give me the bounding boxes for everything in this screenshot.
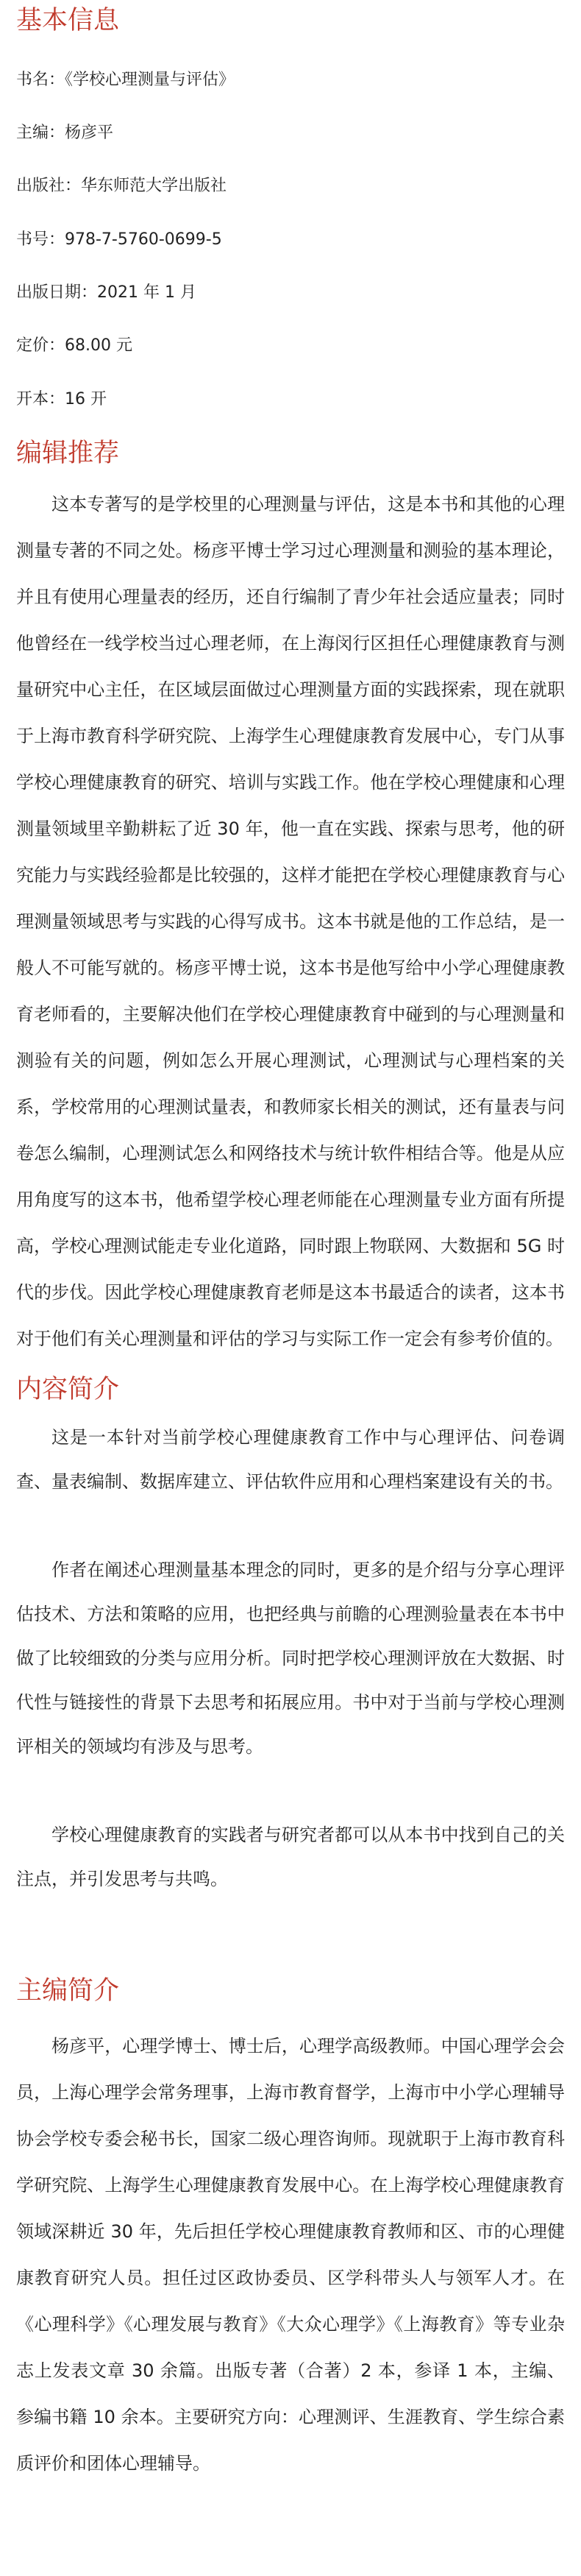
editor-field: 主编：杨彦平 bbox=[16, 124, 114, 142]
basic-info-heading: 基本信息 bbox=[16, 6, 120, 35]
editor-recommendation-heading: 编辑推荐 bbox=[16, 439, 120, 468]
isbn-field: 书号：978-7-5760-0699-5 bbox=[16, 230, 222, 249]
content-summary-heading: 内容简介 bbox=[16, 1375, 120, 1404]
publisher-field: 出版社：华东师范大学出版社 bbox=[16, 177, 227, 195]
book-name-field: 书名：《学校心理测量与评估》 bbox=[16, 71, 235, 89]
pub-date-field: 出版日期：2021 年 1 月 bbox=[16, 283, 196, 302]
format-field: 开本：16 开 bbox=[16, 390, 107, 408]
content-summary-paragraph-3: 学校心理健康教育的实践者与研究者都可以从本书中找到自己的关注点，并引发思考与共鸣。 bbox=[16, 1825, 565, 1889]
price-field: 定价：68.00 元 bbox=[16, 336, 132, 355]
chief-editor-heading: 主编简介 bbox=[16, 1976, 120, 2006]
chief-editor-text: 杨彦平，心理学博士、博士后，心理学高级教师。中国心理学会会员，上海心理学会常务理事，上海市教育督学，上海市中小学心理辅导协会学校专委会秘书长，国家二级心理咨询师。现就职于上海市教育科学研究院、上海学生心理健康教育发展中心。在上海学校心理健康教育领域深耕近 30 年，先后担任学校心理健康教育教师和区、市的心理健康教育研究人员。担任过区政协委员、区学科带头人与领军人才。在《心理科学》《心理发展与教育》《大众心理学》《上海教育》等专业杂志上发表文章 30 余篇。出版专著（合著）2 本，参译 1 本，主编、参编书籍 10 余本。主要研究方向：心理测评、生涯教育、学生综合素质评价和团体心理辅导。 bbox=[16, 2036, 565, 2474]
content-summary-paragraph-1: 这是一本针对当前学校心理健康教育工作中与心理评估、问卷调查、量表编制、数据库建立、评估软件应用和心理档案建设有关的书。 bbox=[16, 1427, 565, 1492]
editor-recommendation-text: 这本专著写的是学校里的心理测量与评估，这是本书和其他的心理测量专著的不同之处。杨彦平博士学习过心理测量和测验的基本理论，并且有使用心理量表的经历，还自行编制了青少年社会适应量表；同时他曾经在一线学校当过心理老师，在上海闵行区担任心理健康教育与测量研究中心主任，在区域层面做过心理测量方面的实践探索，现在就职于上海市教育科学研究院、上海学生心理健康教育发展中心，专门从事学校心理健康教育的研究、培训与实践工作。他在学校心理健康和心理测量领域里辛勤耕耘了近 30 年，他一直在实践、探索与思考，他的研究能力与实践经验都是比较强的，这样才能把在学校心理健康教育与心理测量领域思考与实践的心得写成书。这本书就是他的工作总结，是一般人不可能写就的。杨彦平博士说，这本书是他写给中小学心理健康教育老师看的，主要解决他们在学校心理健康教育中碰到的与心理测量和测验有关的问题，例如怎么开展心理测试，心理测试与心理档案的关系，学校常用的心理测试量表，和教师家长相关的测试，还有量表与问卷怎么编制，心理测试怎么和网络技术与统计软件相结合等。他是从应用角度写的这本书，他希望学校心理老师能在心理测量专业方面有所提高，学校心理测试能走专业化道路，同时跟上物联网、大数据和 5G 时代的步伐。因此学校心理健康教育老师是这本书最适合的读者，这本书对于他们有关心理测量和评估的学习与实际工作一定会有参考价值的。 bbox=[16, 494, 565, 1349]
content-summary-paragraph-2: 作者在阐述心理测量基本理念的同时，更多的是介绍与分享心理评估技术、方法和策略的应用，也把经典与前瞻的心理测验量表在本书中做了比较细致的分类与应用分析。同时把学校心理测评放在大数据、时代性与链接性的背景下去思考和拓展应用。书中对于当前与学校心理测评相关的领域均有涉及与思考。 bbox=[16, 1560, 565, 1757]
